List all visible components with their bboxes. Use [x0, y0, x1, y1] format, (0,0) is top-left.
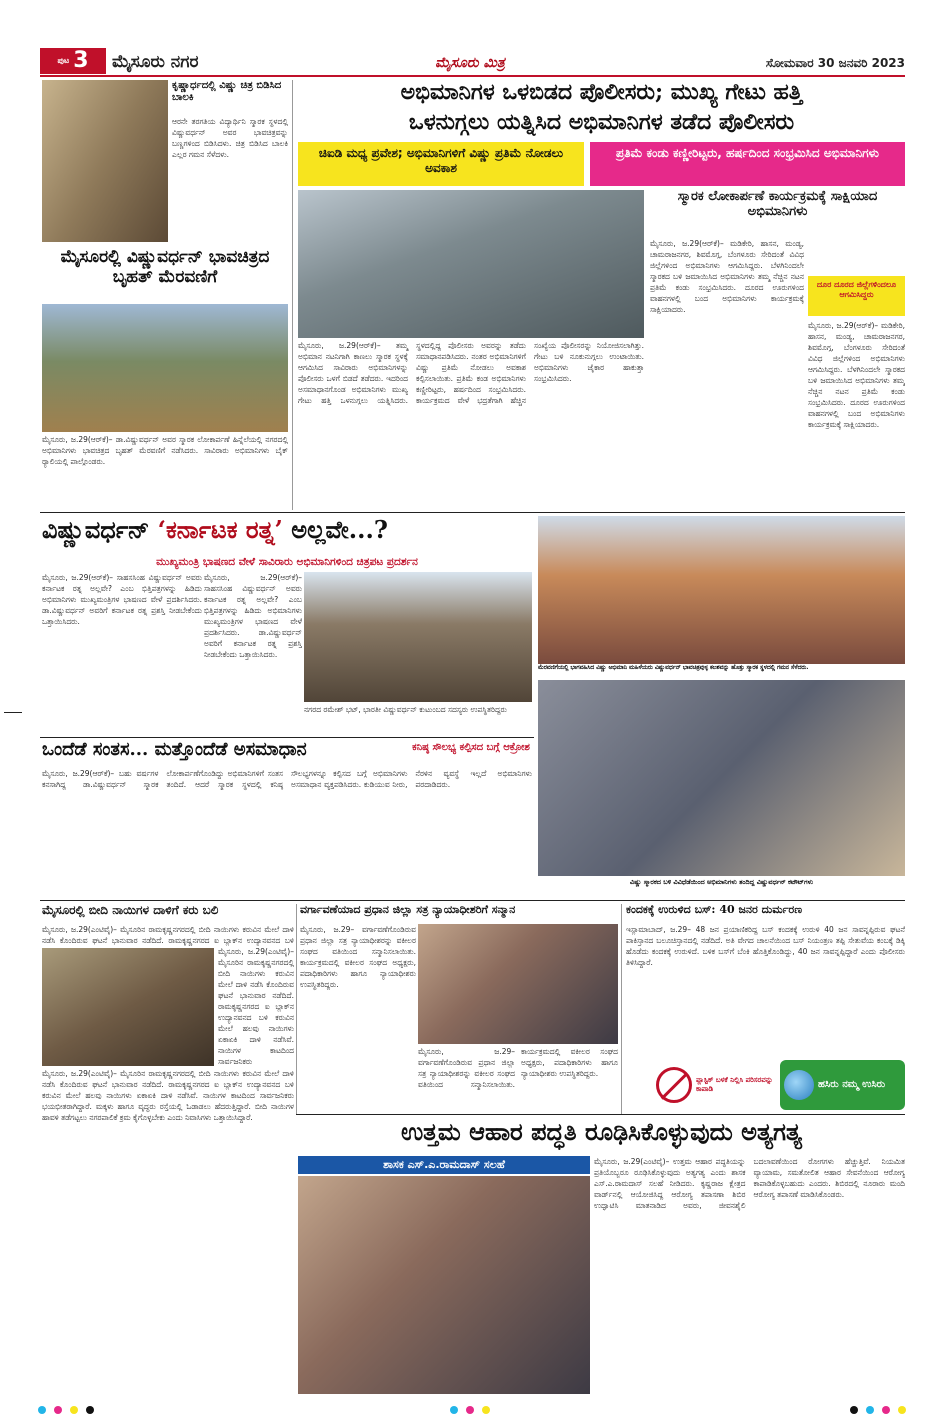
ratna-headline-a: ವಿಷ್ಣುವರ್ಧನ್	[42, 516, 150, 544]
dog-body-main: ಮೈಸೂರು, ಜ.29(ಎಂಟಿವೈ)– ಮೈಸೂರಿನ ರಾಮಕೃಷ್ಣನಗರದಲ್ಲಿ ಬೀದಿ ನಾಯಿಗಳು ಕರುವಿನ ಮೇಲೆ ದಾಳಿ ನಡೆಸಿ ಕೊಂದಿರುವ ಘಟನೆ ಭಾನುವಾರ ನಡೆದಿದೆ. ರಾಮಕೃಷ್ಣನಗರದ ಐ ಬ್ಲಾಕ್‌ನ ಉದ್ಯಾನವನದ ಬಳಿ ಕರುವಿನ ಮೇಲೆ ಹಲವು ನಾಯಿಗಳು ಏಕಾಏಕಿ ದಾಳಿ ನಡೆಸಿವೆ. ನಾಯಿಗಳ ಕಾಟದಿಂದ ಸಾರ್ವಜನಿಕರು ಭಯಭೀತರಾಗಿದ್ದಾರೆ. ಮಕ್ಕಳು ಹಾಗೂ ವೃದ್ಧರು ರಸ್ತೆಯಲ್ಲಿ ಓಡಾಡಲು ಹೆದರುತ್ತಿದ್ದಾರೆ. ಬೀದಿ ನಾಯಿಗಳ ಹಾವಳಿ ತಡೆಗಟ್ಟಲು ನಗರಪಾಲಿಕೆ ಕ್ರಮ ಕೈಗೊಳ್ಳಬೇಕು ಎಂದು ನಿವಾಸಿಗಳು ಒತ್ತಾಯಿಸಿದ್ದಾರೆ.	[42, 1069, 294, 1122]
lead-headline-line2: ಒಳನುಗ್ಗಲು ಯತ್ನಿಸಿದ ಅಭಿಮಾನಿಗಳ ತಡೆದ ಪೊಲೀಸರು	[408, 110, 795, 135]
health-camp-photo	[298, 1176, 590, 1394]
lead-headline-line1: ಅಭಿಮಾನಿಗಳ ಒಳಬಿಡದ ಪೊಲೀಸರು; ಮುಖ್ಯ ಗೇಟು ಹತ್ತಿ	[400, 80, 803, 105]
section-rule-2	[40, 737, 534, 738]
page-number: 3	[73, 48, 89, 73]
procession-headline: ಮೈಸೂರಲ್ಲಿ ವಿಷ್ಣುವರ್ಧನ್ ಭಾವಚಿತ್ರದ ಬೃಹತ್ ಮೆರವಣಿಗೆ	[60, 248, 270, 287]
food-body: ಮೈಸೂರು, ಜ.29(ಎಂಟಿವೈ)– ಉತ್ತಮ ಆಹಾರ ಪದ್ಧತಿಯನ್ನು ಪ್ರತಿಯೊಬ್ಬರೂ ರೂಢಿಸಿಕೊಳ್ಳುವುದು ಅತ್ಯಗತ್ಯ ಎಂದು ಶಾಸಕ ಎಸ್.ಎ.ರಾಮದಾಸ್ ಸಲಹೆ ನೀಡಿದರು. ಕೃಷ್ಣರಾಜ ಕ್ಷೇತ್ರದ ವಾರ್ಡ್‌ನಲ್ಲಿ ಆಯೋಜಿಸಿದ್ದ ಆರೋಗ್ಯ ತಪಾಸಣಾ ಶಿಬಿರ ಉದ್ಘಾಟಿಸಿ ಮಾತನಾಡಿದ ಅವರು, ಜೀವನಶೈಲಿ ಬದಲಾವಣೆಯಿಂದ ರೋಗಗಳು ಹೆಚ್ಚುತ್ತಿವೆ. ನಿಯಮಿತ ವ್ಯಾಯಾಮ, ಸಮತೋಲಿತ ಆಹಾರ ಸೇವನೆಯಿಂದ ಆರೋಗ್ಯ ಕಾಪಾಡಿಕೊಳ್ಳಬಹುದು ಎಂದರು. ಶಿಬಿರದಲ್ಲಿ ನೂರಾರು ಮಂದಿ ಆರೋಗ್ಯ ತಪಾಸಣೆ ಮಾಡಿಸಿಕೊಂಡರು.	[594, 1157, 905, 1210]
masthead-logo: ಮೈಸೂರು ಮಿತ್ರ	[435, 55, 505, 71]
registration-mark-cyan-3	[866, 1406, 874, 1414]
registration-mark-cyan	[38, 1406, 46, 1414]
column-divider	[292, 80, 293, 510]
bus-body: ಇಸ್ಲಾಮಾಬಾದ್, ಜ.29– 48 ಜನ ಪ್ರಯಾಣಿಕರಿದ್ದ ಬಸ್ ಕಂದಕಕ್ಕೆ ಉರುಳಿ 40 ಜನ ಸಾವನ್ನಪ್ಪಿರುವ ಘಟನೆ ಪಾಕಿಸ್ತಾನದ ಬಲೂಚಿಸ್ತಾನದಲ್ಲಿ ನಡೆದಿದೆ. ಅತಿ ವೇಗದ ಚಾಲನೆಯಿಂದ ಬಸ್ ನಿಯಂತ್ರಣ ತಪ್ಪಿ ಸೇತುವೆಯ ಕಂಬಕ್ಕೆ ಡಿಕ್ಕಿ ಹೊಡೆದು ಕಂದಕಕ್ಕೆ ಉರುಳಿದೆ. ಬಳಿಕ ಬಸ್‌ಗೆ ಬೆಂಕಿ ಹೊತ್ತಿಕೊಂಡಿದ್ದು, 40 ಜನ ಸಾವನ್ನಪ್ಪಿದ್ದಾರೆ ಎಂದು ಪೊಲೀಸರು ತಿಳಿಸಿದ್ದಾರೆ.	[626, 925, 905, 967]
ratna-headline-c: ಅಲ್ಲವೇ...?	[291, 516, 388, 544]
food-headline: ಉತ್ತಮ ಆಹಾರ ಪದ್ಧತಿ ರೂಢಿಸಿಕೊಳ್ಳುವುದು ಅತ್ಯಗತ್ಯ	[400, 1118, 803, 1146]
judge-headline: ವರ್ಗಾವಣೆಯಾದ ಪ್ರಧಾನ ಜಿಲ್ಲಾ ಸತ್ರ ನ್ಯಾಯಾಧೀಶರಿಗೆ ಸನ್ಮಾನ	[300, 904, 516, 916]
no-plastic-text: ಪ್ಲಾಸ್ಟಿಕ್ ಬಳಕೆ ನಿಲ್ಲಿಸಿ ಪರಿಸರವನ್ನು ಕಾಪಾಡಿ	[696, 1076, 773, 1093]
column-divider-2	[296, 904, 297, 1114]
green-ad-text: ಹಸಿರು ನಮ್ಮ ಉಸಿರು	[818, 1079, 886, 1090]
registration-mark-yellow-3	[898, 1406, 906, 1414]
registration-mark-magenta-2	[466, 1406, 474, 1414]
registration-mark-magenta-3	[882, 1406, 890, 1414]
ratna-headline	[42, 516, 532, 552]
section-title: ಮೈಸೂರು ನಗರ	[112, 52, 199, 72]
lead-subhead-right: ಪ್ರತಿಮೆ ಕಂಡು ಕಣ್ಣೀರಿಟ್ಟರು, ಹರ್ಷದಿಂದ ಸಂಭ್ರಮಿಸಿದ ಅಭಿಮಾನಿಗಳು	[590, 142, 905, 186]
santasa-headline: ಒಂದೆಡೆ ಸಂತಸ... ಮತ್ತೊಂದೆಡೆ ಅಸಮಾಧಾನ	[42, 740, 307, 760]
santasa-tag: ಕನಿಷ್ಠ ಸೌಲಭ್ಯ ಕಲ್ಪಿಸದ ಬಗ್ಗೆ ಆಕ್ರೋಶ	[412, 742, 530, 753]
page-number-box	[40, 48, 106, 74]
issue-date: ಸೋಮವಾರ 30 ಜನವರಿ 2023	[765, 56, 905, 70]
globe-icon	[784, 1070, 814, 1100]
lead-subhead-left: ಚಿಐಡಿ ಮಧ್ಯ ಪ್ರವೇಶ; ಅಭಿಮಾನಿಗಳಿಗೆ ವಿಷ್ಣು ಪ್ರತಿಮೆ ನೋಡಲು ಅವಕಾಶ	[298, 142, 584, 186]
crop-mark	[4, 712, 22, 713]
registration-mark-cyan-2	[450, 1406, 458, 1414]
police-gate-photo	[298, 190, 644, 338]
ratna-crowd-photo	[304, 572, 532, 702]
judge-body: ಮೈಸೂರು, ಜ.29– ವರ್ಗಾವಣೆಗೊಂಡಿರುವ ಪ್ರಧಾನ ಜಿಲ್ಲಾ ಸತ್ರ ನ್ಯಾಯಾಧೀಶರನ್ನು ವಕೀಲರ ಸಂಘದ ವತಿಯಿಂದ ಸನ್ಮಾನಿಸಲಾಯಿತು. ಕಾರ್ಯಕ್ರಮದಲ್ಲಿ ವಕೀಲರ ಸಂಘದ ಅಧ್ಯಕ್ಷರು, ಪದಾಧಿಕಾರಿಗಳು ಹಾಗೂ ನ್ಯಾಯಾಧೀಶರು ಉಪಸ್ಥಿತರಿದ್ದರು.	[300, 925, 416, 989]
registration-mark-yellow-2	[482, 1406, 490, 1414]
women-kalasha-photo	[538, 516, 905, 664]
women-kalasha-caption: ಮೆರವಣಿಗೆಯಲ್ಲಿ ಭಾಗವಹಿಸಿದ ವಿಷ್ಣು ಅಭಿಮಾನಿ ಮಹಿಳೆಯರು ವಿಷ್ಣುವರ್ಧನ್ ಭಾವಚಿತ್ರವುಳ್ಳ ಕಲಶವನ್ನು ಹೊತ್ತು ಸ್ಮಾರಕ ಸ್ಥಳದಲ್ಲಿ ಗಮನ ಸೆಳೆದರು.	[538, 664, 905, 676]
section-rule-1	[40, 512, 905, 513]
no-plastic-ad	[656, 1060, 776, 1110]
green-ad	[780, 1060, 905, 1110]
dog-body-side: ಮೈಸೂರು, ಜ.29(ಎಂಟಿವೈ)– ಮೈಸೂರಿನ ರಾಮಕೃಷ್ಣನಗರದಲ್ಲಿ ಬೀದಿ ನಾಯಿಗಳು ಕರುವಿನ ಮೇಲೆ ದಾಳಿ ನಡೆಸಿ ಕೊಂದಿರುವ ಘಟನೆ ಭಾನುವಾರ ನಡೆದಿದೆ. ರಾಮಕೃಷ್ಣನಗರದ ಐ ಬ್ಲಾಕ್‌ನ ಉದ್ಯಾನವನದ ಬಳಿ ಕರುವಿನ ಮೇಲೆ ಹಲವು ನಾಯಿಗಳು ಏಕಾಏಕಿ ದಾಳಿ ನಡೆಸಿವೆ. ನಾಯಿಗಳ ಕಾಟದಿಂದ ಸಾರ್ವಜನಿಕರು	[218, 947, 294, 1066]
dog-headline: ಮೈಸೂರಲ್ಲಿ ಬೀದಿ ನಾಯಿಗಳ ದಾಳಿಗೆ ಕರು ಬಲಿ	[42, 904, 219, 917]
dead-calf-photo	[42, 948, 214, 1066]
registration-mark-black-2	[850, 1406, 858, 1414]
cutouts-photo	[538, 680, 905, 876]
ratna-headline-b: ‘ಕರ್ನಾಟಕ ರತ್ನ’	[157, 516, 283, 544]
smaraka-headline: ಸ್ಮಾರಕ ಲೋಕಾರ್ಪಣೆ ಕಾರ್ಯಕ್ರಮಕ್ಕೆ ಸಾಕ್ಷಿಯಾದ ಅಭಿಮಾನಿಗಳು	[677, 190, 878, 219]
registration-mark-magenta	[54, 1406, 62, 1414]
girl-painting-headline: ಕೃಷ್ಣಾರ್ಧದಲ್ಲಿ ವಿಷ್ಣು ಚಿತ್ರ ಬಿಡಿಸಿದ ಬಾಲಕಿ	[172, 80, 282, 103]
smaraka-body: ಮೈಸೂರು, ಜ.29(ಆರ್‌ಕೆ)– ಮಡಿಕೇರಿ, ಹಾಸನ, ಮಂಡ್ಯ, ಚಾಮರಾಜನಗರ, ಶಿವಮೊಗ್ಗ, ಬೆಂಗಳೂರು ಸೇರಿದಂತೆ ವಿವಿಧ ಜಿಲ್ಲೆಗಳಿಂದ ಅಭಿಮಾನಿಗಳು ಆಗಮಿಸಿದ್ದರು. ಬೆಳಗಿನಿಂದಲೇ ಸ್ಮಾರಕದ ಬಳಿ ಜಮಾಯಿಸಿದ ಅಭಿಮಾನಿಗಳು ತಮ್ಮ ನೆಚ್ಚಿನ ನಟನ ಪ್ರತಿಮೆ ಕಂಡು ಸಂಭ್ರಮಿಸಿದರು. ದೂರದ ಊರುಗಳಿಂದ ವಾಹನಗಳಲ್ಲಿ ಬಂದ ಅಭಿಮಾನಿಗಳು ಕಾರ್ಯಕ್ರಮಕ್ಕೆ ಸಾಕ್ಷಿಯಾದರು.	[650, 239, 804, 314]
bus-headline: ಕಂದಕಕ್ಕೆ ಉರುಳಿದ ಬಸ್: 40 ಜನರ ದುರ್ಮರಣ	[626, 904, 802, 916]
santasa-body: ಮೈಸೂರು, ಜ.29(ಆರ್‌ಕೆ)– ಬಹು ವರ್ಷಗಳ ಕನಸಾಗಿದ್ದ ಡಾ.ವಿಷ್ಣುವರ್ಧನ್ ಸ್ಮಾರಕ ಲೋಕಾರ್ಪಣೆಗೊಂಡಿದ್ದು ಅಭಿಮಾನಿಗಳಿಗೆ ಸಂತಸ ತಂದಿದೆ. ಆದರೆ ಸ್ಮಾರಕ ಸ್ಥಳದಲ್ಲಿ ಕನಿಷ್ಠ ಸೌಲಭ್ಯಗಳನ್ನೂ ಕಲ್ಪಿಸದ ಬಗ್ಗೆ ಅಭಿಮಾನಿಗಳು ಅಸಮಾಧಾನ ವ್ಯಕ್ತಪಡಿಸಿದರು. ಕುಡಿಯುವ ನೀರು, ನೆರಳಿನ ವ್ಯವಸ್ಥೆ ಇಲ್ಲದೆ ಅಭಿಮಾನಿಗಳು ಪರದಾಡಿದರು.	[42, 769, 532, 789]
no-plastic-icon	[656, 1067, 692, 1103]
dog-body-lead: ಮೈಸೂರು, ಜ.29(ಎಂಟಿವೈ)– ಮೈಸೂರಿನ ರಾಮಕೃಷ್ಣನಗರದಲ್ಲಿ ಬೀದಿ ನಾಯಿಗಳು ಕರುವಿನ ಮೇಲೆ ದಾಳಿ ನಡೆಸಿ ಕೊಂದಿರುವ ಘಟನೆ ಭಾನುವಾರ ನಡೆದಿದೆ. ರಾಮಕೃಷ್ಣನಗರದ ಐ ಬ್ಲಾಕ್‌ನ ಉದ್ಯಾನವನದ ಬಳಿ	[42, 925, 294, 945]
header-rule	[40, 75, 905, 77]
ratna-body: ಮೈಸೂರು, ಜ.29(ಆರ್‌ಕೆ)– ಸಾಹಸಸಿಂಹ ವಿಷ್ಣುವರ್ಧನ್ ಅವರು ಕರ್ನಾಟಕ ರತ್ನ ಅಲ್ಲವೇ? ಎಂಬ ಭಿತ್ತಿಪತ್ರಗಳನ್ನು ಹಿಡಿದು ಅಭಿಮಾನಿಗಳು ಮುಖ್ಯಮಂತ್ರಿಗಳ ಭಾಷಣದ ವೇಳೆ ಪ್ರದರ್ಶಿಸಿದರು. ಡಾ.ವಿಷ್ಣುವರ್ಧನ್ ಅವರಿಗೆ ಕರ್ನಾಟಕ ರತ್ನ ಪ್ರಶಸ್ತಿ ನೀಡಬೇಕೆಂದು ಒತ್ತಾಯಿಸಿದರು.	[42, 573, 202, 626]
procession-photo	[42, 304, 288, 432]
smaraka-tag: ದೂರ ದೂರದ ಜಿಲ್ಲೆಗಳಿಂದಲೂ ಆಗಮಿಸಿದ್ದರು	[808, 276, 905, 316]
page-label: ಪುಟ	[57, 56, 70, 65]
cutouts-caption: ವಿಷ್ಣು ಸ್ಮಾರಕದ ಬಳಿ ವಿವಿಧೆಡೆಯಿಂದ ಅಭಿಮಾನಿಗಳು ತಂದಿದ್ದ ವಿಷ್ಣುವರ್ಧನ್ ಕಟೌಟ್‌ಗಳು	[538, 878, 905, 890]
section-rule-3	[40, 900, 905, 901]
judge-felicitation-photo	[418, 924, 618, 1044]
registration-mark-yellow	[70, 1406, 78, 1414]
column-divider-3	[621, 904, 622, 1114]
ratna-caption: ನಗರದ ರಮೇಶ್ ಭಟ್, ಭಾರತೀ ವಿಷ್ಣುವರ್ಧನ್ ಕುಟುಂಬದ ಸದಸ್ಯರು ಉಪಸ್ಥಿತರಿದ್ದರು	[304, 705, 507, 714]
judge-body-cont: ಮೈಸೂರು, ಜ.29– ವರ್ಗಾವಣೆಗೊಂಡಿರುವ ಪ್ರಧಾನ ಜಿಲ್ಲಾ ಸತ್ರ ನ್ಯಾಯಾಧೀಶರನ್ನು ವಕೀಲರ ಸಂಘದ ವತಿಯಿಂದ ಸನ್ಮಾನಿಸಲಾಯಿತು. ಕಾರ್ಯಕ್ರಮದಲ್ಲಿ ವಕೀಲರ ಸಂಘದ ಅಧ್ಯಕ್ಷರು, ಪದಾಧಿಕಾರಿಗಳು ಹಾಗೂ ನ್ಯಾಯಾಧೀಶರು ಉಪಸ್ಥಿತರಿದ್ದರು.	[418, 1047, 618, 1089]
ratna-subhead: ಮುಖ್ಯಮಂತ್ರಿ ಭಾಷಣದ ವೇಳೆ ಸಾವಿರಾರು ಅಭಿಮಾನಿಗಳಿಂದ ಚಿತ್ರಪಟ ಪ್ರದರ್ಶನ	[156, 556, 418, 568]
section-rule-4	[296, 1114, 905, 1115]
girl-painting-photo	[42, 80, 168, 242]
ratna-body-cont: ಮೈಸೂರು, ಜ.29(ಆರ್‌ಕೆ)– ಸಾಹಸಸಿಂಹ ವಿಷ್ಣುವರ್ಧನ್ ಅವರು ಕರ್ನಾಟಕ ರತ್ನ ಅಲ್ಲವೇ? ಎಂಬ ಭಿತ್ತಿಪತ್ರಗಳನ್ನು ಹಿಡಿದು ಅಭಿಮಾನಿಗಳು ಮುಖ್ಯಮಂತ್ರಿಗಳ ಭಾಷಣದ ವೇಳೆ ಪ್ರದರ್ಶಿಸಿದರು. ಡಾ.ವಿಷ್ಣುವರ್ಧನ್ ಅವರಿಗೆ ಕರ್ನಾಟಕ ರತ್ನ ಪ್ರಶಸ್ತಿ ನೀಡಬೇಕೆಂದು ಒತ್ತಾಯಿಸಿದರು.	[204, 573, 302, 659]
registration-mark-black	[86, 1406, 94, 1414]
girl-painting-body: ಆರನೇ ತರಗತಿಯ ವಿದ್ಯಾರ್ಥಿನಿ ಸ್ಮಾರಕ ಸ್ಥಳದಲ್ಲಿ ವಿಷ್ಣುವರ್ಧನ್ ಅವರ ಭಾವಚಿತ್ರವನ್ನು ಬಣ್ಣಗಳಿಂದ ಬಿಡಿಸಿದಳು. ಚಿತ್ರ ಬಿಡಿಸಿದ ಬಾಲಕಿ ಎಲ್ಲರ ಗಮನ ಸೆಳೆದಳು.	[172, 117, 288, 159]
procession-body: ಮೈಸೂರು, ಜ.29(ಆರ್‌ಕೆ)– ಡಾ.ವಿಷ್ಣುವರ್ಧನ್ ಅವರ ಸ್ಮಾರಕ ಲೋಕಾರ್ಪಣೆ ಹಿನ್ನೆಲೆಯಲ್ಲಿ ನಗರದಲ್ಲಿ ಅಭಿಮಾನಿಗಳು ಭಾವಚಿತ್ರದ ಬೃಹತ್ ಮೆರವಣಿಗೆ ನಡೆಸಿದರು. ಸಾವಿರಾರು ಅಭಿಮಾನಿಗಳು ಬೈಕ್ ರ‍್ಯಾಲಿಯಲ್ಲಿ ಪಾಲ್ಗೊಂಡರು.	[42, 435, 288, 466]
food-subhead: ಶಾಸಕ ಎಸ್.ಎ.ರಾಮದಾಸ್ ಸಲಹೆ	[298, 1156, 590, 1174]
smaraka-body-cont: ಮೈಸೂರು, ಜ.29(ಆರ್‌ಕೆ)– ಮಡಿಕೇರಿ, ಹಾಸನ, ಮಂಡ್ಯ, ಚಾಮರಾಜನಗರ, ಶಿವಮೊಗ್ಗ, ಬೆಂಗಳೂರು ಸೇರಿದಂತೆ ವಿವಿಧ ಜಿಲ್ಲೆಗಳಿಂದ ಅಭಿಮಾನಿಗಳು ಆಗಮಿಸಿದ್ದರು. ಬೆಳಗಿನಿಂದಲೇ ಸ್ಮಾರಕದ ಬಳಿ ಜಮಾಯಿಸಿದ ಅಭಿಮಾನಿಗಳು ತಮ್ಮ ನೆಚ್ಚಿನ ನಟನ ಪ್ರತಿಮೆ ಕಂಡು ಸಂಭ್ರಮಿಸಿದರು. ದೂರದ ಊರುಗಳಿಂದ ವಾಹನಗಳಲ್ಲಿ ಬಂದ ಅಭಿಮಾನಿಗಳು ಕಾರ್ಯಕ್ರಮಕ್ಕೆ ಸಾಕ್ಷಿಯಾದರು.	[808, 321, 905, 429]
lead-body: ಮೈಸೂರು, ಜ.29(ಆರ್‌ಕೆ)– ತಮ್ಮ ಅಭಿಮಾನ ನಟನಿಗಾಗಿ ಕಾಣಲು ಸ್ಮಾರಕ ಸ್ಥಳಕ್ಕೆ ಆಗಮಿಸಿದ ಸಾವಿರಾರು ಅಭಿಮಾನಿಗಳನ್ನು ಪೊಲೀಸರು ಒಳಗೆ ಬಿಡದೆ ತಡೆದರು. ಇದರಿಂದ ಅಸಮಾಧಾನಗೊಂಡ ಅಭಿಮಾನಿಗಳು ಮುಖ್ಯ ಗೇಟು ಹತ್ತಿ ಒಳನುಗ್ಗಲು ಯತ್ನಿಸಿದರು. ಸ್ಥಳದಲ್ಲಿದ್ದ ಪೊಲೀಸರು ಅವರನ್ನು ತಡೆದು ಸಮಾಧಾನಪಡಿಸಿದರು. ನಂತರ ಅಭಿಮಾನಿಗಳಿಗೆ ವಿಷ್ಣು ಪ್ರತಿಮೆ ನೋಡಲು ಅವಕಾಶ ಕಲ್ಪಿಸಲಾಯಿತು. ಪ್ರತಿಮೆ ಕಂಡ ಅಭಿಮಾನಿಗಳು ಕಣ್ಣೀರಿಟ್ಟರು, ಹರ್ಷದಿಂದ ಸಂಭ್ರಮಿಸಿದರು. ಕಾರ್ಯಕ್ರಮದ ವೇಳೆ ಭದ್ರತೆಗಾಗಿ ಹೆಚ್ಚಿನ ಸಂಖ್ಯೆಯ ಪೊಲೀಸರನ್ನು ನಿಯೋಜಿಸಲಾಗಿತ್ತು. ಗೇಟು ಬಳಿ ನೂಕುನುಗ್ಗಲು ಉಂಟಾಯಿತು. ಅಭಿಮಾನಿಗಳು ಜೈಕಾರ ಹಾಕುತ್ತಾ ಸಂಭ್ರಮಿಸಿದರು.	[298, 341, 644, 405]
